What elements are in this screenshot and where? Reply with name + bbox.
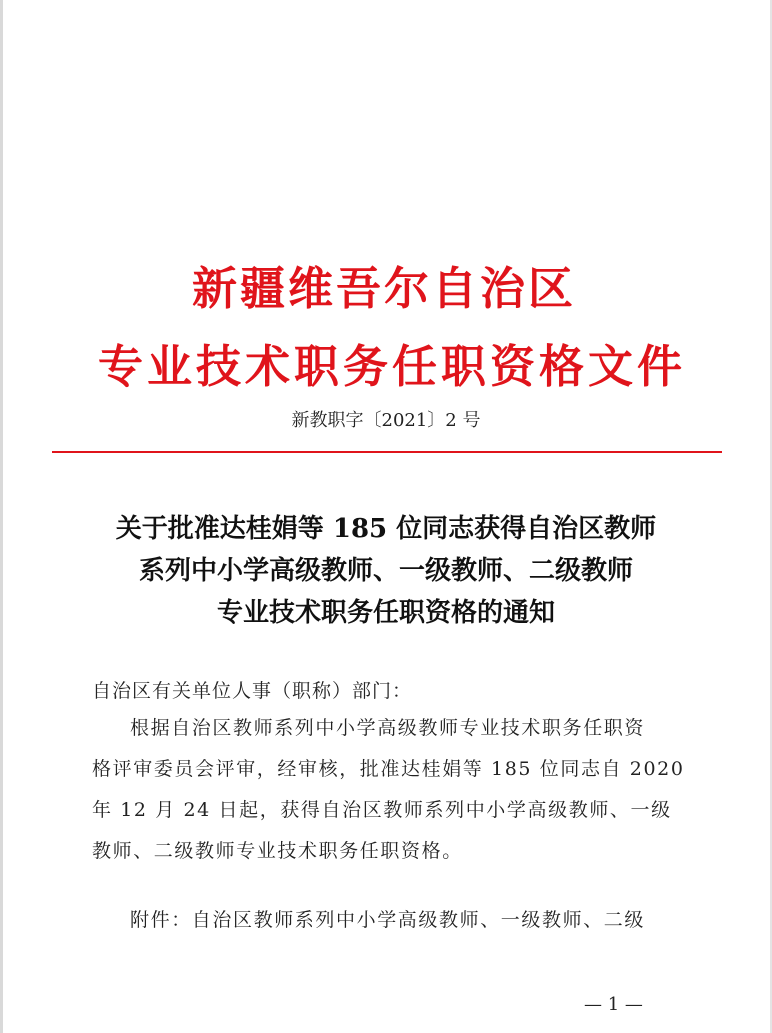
notice-title-line3: 专业技术职务任职资格的通知 <box>216 598 555 628</box>
issuer-title-line2: 专业技术职务任职资格文件 <box>97 340 686 393</box>
addressee: 自治区有关单位人事（职称）部门： <box>92 680 413 702</box>
body-paragraph-line: 根据自治区教师系列中小学高级教师专业技术职务任职资 <box>130 717 646 739</box>
body-paragraph-line: 格评审委员会评审，经审核，批准达桂娟等 185 位同志自 2020 <box>92 758 685 780</box>
issuer-title-line1: 新疆维吾尔自治区 <box>191 262 576 315</box>
attachment-line: 附件：自治区教师系列中小学高级教师、一级教师、二级 <box>130 909 646 931</box>
notice-title-line2: 系列中小学高级教师、一级教师、二级教师 <box>138 556 633 586</box>
red-divider <box>52 451 722 453</box>
document-number: 新教职字〔2021〕2 号 <box>291 410 481 431</box>
notice-title-line1: 关于批准达桂娟等 185 位同志获得自治区教师 <box>115 514 657 544</box>
body-paragraph-line: 教师、二级教师专业技术职务任职资格。 <box>92 840 463 862</box>
page-number: — 1 — <box>584 994 643 1015</box>
body-paragraph-line: 年 12 月 24 日起，获得自治区教师系列中小学高级教师、一级 <box>92 799 672 821</box>
